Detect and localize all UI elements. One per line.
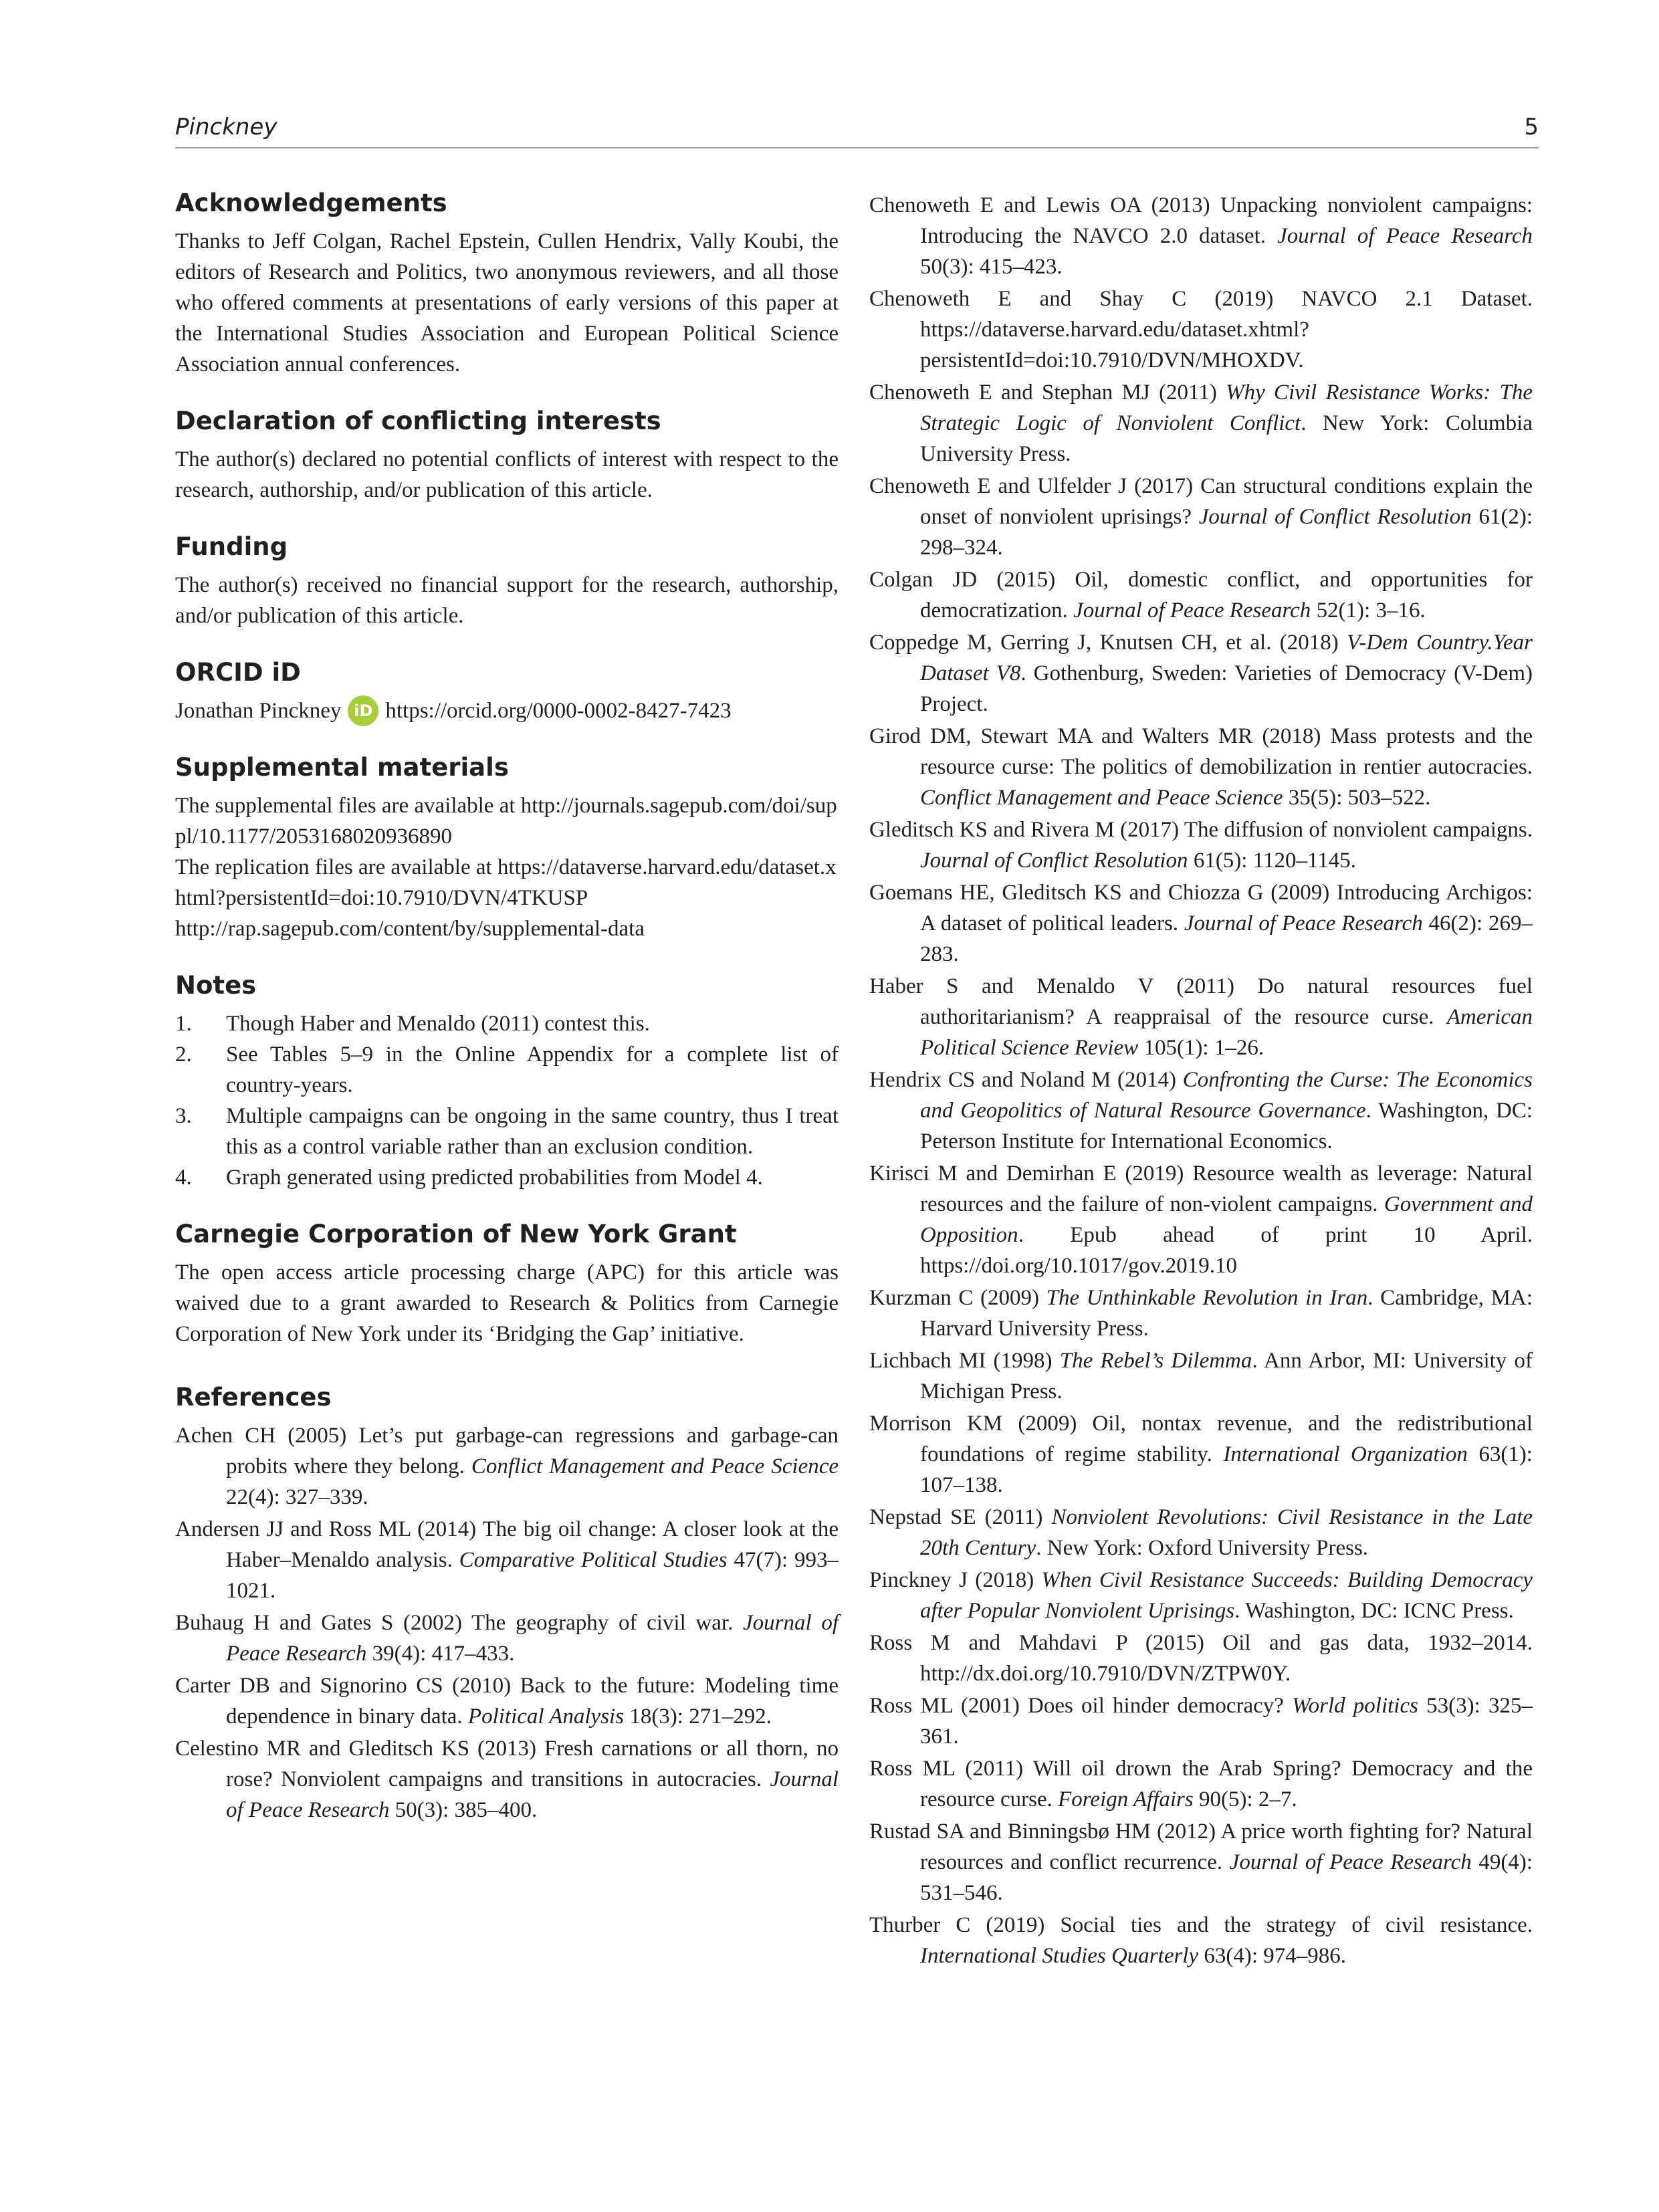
reference-item (869, 877, 1533, 970)
references-list-left (175, 1420, 839, 1826)
acknowledgements-section (175, 187, 839, 380)
reference-text: 105(1): 1–26. (1138, 1036, 1264, 1060)
reference-text: . Washington, DC: Peterson Institute for International Economics. (920, 1099, 1533, 1153)
conflicts-section (175, 405, 839, 506)
reference-source: Journal of Peace Research (1277, 224, 1533, 248)
grant-text: The open access article processing charge (APC) for this article was waived due to a grant awarded to Research & Politics from Carnegie Corporation of New York under its ‘Bridging the Gap’ initiative. (175, 1260, 839, 1346)
reference-item (869, 1565, 1533, 1626)
note-item (175, 1008, 839, 1039)
reference-source: Journal of Peace Research (226, 1611, 839, 1666)
reference-text: . New York: Oxford University Press. (1036, 1536, 1369, 1560)
reference-item (869, 471, 1533, 563)
reference-source: Foreign Affairs (1058, 1787, 1194, 1811)
supplemental-data-link[interactable]: http://rap.sagepub.com/content/by/supplemental-data (175, 917, 645, 941)
notes-section (175, 970, 839, 1193)
replication-link[interactable]: The replication files are available at https://dataverse.harvard.edu/dataset.xhtml?persistentId=doi:10.7910/DVN/4TKUSP (175, 855, 837, 910)
reference-source: Journal of Peace Research (1229, 1850, 1472, 1874)
notes-heading: Notes (175, 971, 257, 1000)
reference-item (869, 1690, 1533, 1752)
reference-text: . Ann Arbor, MI: University of Michigan Press. (920, 1349, 1533, 1404)
grant-heading: Carnegie Corporation of New York Grant (175, 1220, 737, 1248)
reference-text: . Epub ahead of print 10 April. https://doi.org/10.1017/gov.2019.10 (920, 1223, 1533, 1278)
reference-source: Journal of Conflict Resolution (1198, 505, 1472, 529)
reference-text: 61(2): 298–324. (920, 505, 1533, 560)
reference-source: Nonviolent Revolutions: Civil Resistance in the Late 20th Century (920, 1505, 1533, 1560)
reference-text: Thurber C (2019) Social ties and the strategy of civil resistance. (869, 1913, 1533, 1937)
reference-text: Hendrix CS and Noland M (2014) (869, 1068, 1183, 1092)
reference-text: 52(1): 3–16. (1311, 598, 1426, 623)
grant-section (175, 1218, 839, 1349)
reference-text: Andersen JJ and Ross ML (2014) The big oil change: A closer look at the Haber–Menaldo analysis. (175, 1517, 839, 1572)
reference-source: Journal of Peace Research (1184, 911, 1423, 935)
reference-item (869, 377, 1533, 469)
running-head: Pinckney (175, 114, 278, 140)
reference-text: Colgan JD (2015) Oil, domestic conflict, and opportunities for democratization. (869, 568, 1533, 623)
reference-source: Conflict Management and Peace Science (920, 786, 1283, 810)
orcid-link[interactable]: https://orcid.org/0000-0002-8427-7423 (385, 699, 732, 723)
reference-item (869, 1816, 1533, 1908)
orcid-icon[interactable]: iD (348, 695, 378, 726)
reference-text: 61(5): 1120–1145. (1188, 849, 1357, 873)
orcid-heading: ORCID iD (175, 658, 301, 687)
orcid-section (175, 657, 839, 726)
notes-list (175, 1008, 839, 1193)
note-text: Multiple campaigns can be ongoing in the same country, thus I treat this as a control variable rather than an exclusion condition. (226, 1104, 839, 1159)
acknowledgements-text: Thanks to Jeff Colgan, Rachel Epstein, Cullen Hendrix, Vally Koubi, the editors of Research and Politics, two anonymous reviewers, and all those who offered comments at presentations of early versions of this paper at the International Studies Association and European Political Science Association annual conferences. (175, 229, 839, 376)
reference-source: V-Dem Country.Year Dataset V8 (920, 631, 1533, 685)
reference-text: Rustad SA and Binningsbø HM (2012) A price worth fighting for? Natural resources and conflict recurrence. (869, 1819, 1533, 1874)
reference-source: Conflict Management and Peace Science (471, 1454, 839, 1478)
reference-item (869, 1753, 1533, 1815)
reference-item (175, 1670, 839, 1732)
reference-item (869, 1345, 1533, 1407)
reference-text: Chenoweth E and Lewis OA (2013) Unpacking nonviolent campaigns: Introducing the NAVCO 2.0 dataset. (869, 193, 1533, 248)
references-heading: References (175, 1383, 332, 1412)
reference-item (869, 284, 1533, 376)
reference-source: When Civil Resistance Succeeds: Building Democracy after Popular Nonviolent Uprisings (920, 1568, 1533, 1623)
reference-text: Gleditsch KS and Rivera M (2017) The diffusion of nonviolent campaigns. (869, 818, 1533, 842)
page-header (175, 110, 1539, 148)
reference-source: Journal of Peace Research (226, 1767, 839, 1822)
supplemental-section (175, 752, 839, 944)
reference-text: Haber S and Menaldo V (2011) Do natural resources fuel authoritarianism? A reappraisal of the resource curse. (869, 974, 1533, 1029)
reference-source: Confronting the Curse: The Economics and Geopolitics of Natural Resource Governance (920, 1068, 1533, 1123)
reference-text: 22(4): 327–339. (226, 1485, 368, 1509)
reference-text: Kurzman C (2009) (869, 1286, 1046, 1310)
reference-item (869, 721, 1533, 813)
funding-text: The author(s) received no financial support for the research, authorship, and/or publication of this article. (175, 573, 839, 628)
reference-text: Carter DB and Signorino CS (2010) Back to the future: Modeling time dependence in binary data. (175, 1674, 839, 1729)
conflicts-text: The author(s) declared no potential conflicts of interest with respect to the research, authorship, and/or publication of this article. (175, 447, 839, 502)
reference-source: Why Civil Resistance Works: The Strategic Logic of Nonviolent Conflict (920, 380, 1533, 435)
reference-item (869, 627, 1533, 720)
reference-text: 49(4): 531–546. (920, 1850, 1533, 1905)
reference-text: . Gothenburg, Sweden: Varieties of Democracy (V-Dem) Project. (920, 661, 1533, 716)
reference-text: Buhaug H and Gates S (2002) The geography of civil war. (175, 1611, 743, 1635)
reference-text: 53(3): 325–361. (920, 1694, 1533, 1749)
reference-text: 50(3): 415–423. (920, 255, 1063, 279)
note-text: See Tables 5–9 in the Online Appendix for a complete list of country-years. (226, 1042, 839, 1097)
reference-text: Achen CH (2005) Let’s put garbage-can regressions and garbage-can probits where they belong. (175, 1424, 839, 1478)
reference-item (869, 814, 1533, 876)
funding-heading: Funding (175, 532, 288, 561)
conflicts-heading: Declaration of conflicting interests (175, 407, 661, 435)
note-item (175, 1162, 839, 1193)
reference-source: Government and Opposition (920, 1192, 1533, 1247)
reference-text: 39(4): 417–433. (366, 1642, 515, 1666)
reference-text: Nepstad SE (2011) (869, 1505, 1052, 1529)
reference-text: 35(5): 503–522. (1283, 786, 1431, 810)
reference-text: Morrison KM (2009) Oil, nontax revenue, and the redistributional foundations of regime stability. (869, 1412, 1533, 1466)
reference-text: 63(4): 974–986. (1198, 1944, 1347, 1968)
reference-text: . New York: Columbia University Press. (920, 411, 1533, 466)
orcid-line (175, 695, 839, 726)
reference-item (869, 190, 1533, 282)
reference-text: Chenoweth E and Stephan MJ (2011) (869, 380, 1226, 405)
reference-source: Political Analysis (467, 1704, 625, 1729)
reference-text: Girod DM, Stewart MA and Walters MR (2018) Mass protests and the resource curse: The politics of demobilization in rentier autocracies. (869, 724, 1533, 779)
reference-text: Chenoweth E and Ulfelder J (2017) Can structural conditions explain the onset of nonviolent uprisings? (869, 474, 1533, 529)
reference-text: Celestino MR and Gleditsch KS (2013) Fresh carnations or all thorn, no rose? Nonviolent campaigns and transitions in autocracies. (175, 1737, 839, 1791)
note-item (175, 1101, 839, 1162)
reference-item (175, 1733, 839, 1826)
reference-item (869, 1158, 1533, 1281)
note-number: 1. (175, 1012, 192, 1036)
reference-text: 50(3): 385–400. (389, 1798, 538, 1822)
reference-item (869, 1065, 1533, 1157)
reference-text: Kirisci M and Demirhan E (2019) Resource wealth as leverage: Natural resources and the failure of non-violent campaigns. (869, 1162, 1533, 1216)
reference-item (869, 1502, 1533, 1563)
reference-source: Journal of Peace Research (1073, 598, 1311, 623)
reference-source: World politics (1292, 1694, 1418, 1718)
reference-item (869, 1628, 1533, 1689)
reference-text: 46(2): 269–283. (920, 911, 1533, 966)
left-column (175, 187, 839, 1851)
reference-text: 47(7): 993–1021. (226, 1548, 839, 1603)
reference-text: . Washington, DC: ICNC Press. (1234, 1599, 1514, 1623)
funding-section (175, 531, 839, 631)
references-section (175, 1381, 839, 1826)
reference-item (869, 1910, 1533, 1971)
reference-text: Ross ML (2001) Does oil hinder democracy? (869, 1694, 1293, 1718)
reference-text: 63(1): 107–138. (920, 1442, 1533, 1497)
reference-text: . Cambridge, MA: Harvard University Press. (920, 1286, 1533, 1341)
acknowledgements-heading: Acknowledgements (175, 189, 447, 217)
reference-item (869, 1408, 1533, 1501)
reference-source: International Organization (1223, 1442, 1468, 1466)
reference-source: Journal of Conflict Resolution (920, 849, 1188, 873)
right-column (869, 190, 1533, 1973)
note-text: Though Haber and Menaldo (2011) contest this. (226, 1012, 650, 1036)
reference-text: Goemans HE, Gleditsch KS and Chiozza G (2009) Introducing Archigos: A dataset of political leaders. (869, 881, 1533, 935)
note-item (175, 1039, 839, 1101)
reference-item (869, 1283, 1533, 1344)
reference-item (175, 1420, 839, 1513)
supplemental-link[interactable]: The supplemental files are available at http://journals.sagepub.com/doi/suppl/10.1177/2053168020936890 (175, 794, 837, 849)
note-number: 4. (175, 1166, 192, 1190)
note-text: Graph generated using predicted probabilities from Model 4. (226, 1166, 763, 1190)
reference-item (175, 1514, 839, 1606)
reference-source: The Rebel’s Dilemma (1059, 1349, 1252, 1373)
reference-text: Chenoweth E and Shay C (2019) NAVCO 2.1 Dataset. https://dataverse.harvard.edu/dataset.xhtml?persistentId=doi:10.7910/DVN/MHOXDV. (869, 287, 1533, 372)
page-number: 5 (1524, 114, 1539, 140)
references-list-right (869, 190, 1533, 1971)
orcid-author-name: Jonathan Pinckney (175, 699, 342, 723)
note-number: 2. (175, 1042, 192, 1067)
note-number: 3. (175, 1104, 192, 1128)
supplemental-heading: Supplemental materials (175, 753, 509, 782)
reference-item (869, 564, 1533, 626)
reference-text: 90(5): 2–7. (1193, 1787, 1297, 1811)
reference-item (869, 971, 1533, 1063)
reference-text: 18(3): 271–292. (624, 1704, 772, 1729)
reference-source: American Political Science Review (920, 1005, 1533, 1060)
reference-source: Comparative Political Studies (459, 1548, 728, 1572)
reference-text: Pinckney J (2018) (869, 1568, 1042, 1592)
reference-source: International Studies Quarterly (920, 1944, 1199, 1968)
reference-text: Lichbach MI (1998) (869, 1349, 1060, 1373)
reference-source: The Unthinkable Revolution in Iran (1046, 1286, 1368, 1310)
reference-text: Ross ML (2011) Will oil drown the Arab Spring? Democracy and the resource curse. (869, 1757, 1533, 1811)
reference-item (175, 1608, 839, 1669)
reference-text: Coppedge M, Gerring J, Knutsen CH, et al. (2018) (869, 631, 1347, 655)
reference-text: Ross M and Mahdavi P (2015) Oil and gas data, 1932–2014. http://dx.doi.org/10.7910/DVN/ZTPW0Y. (869, 1631, 1533, 1686)
